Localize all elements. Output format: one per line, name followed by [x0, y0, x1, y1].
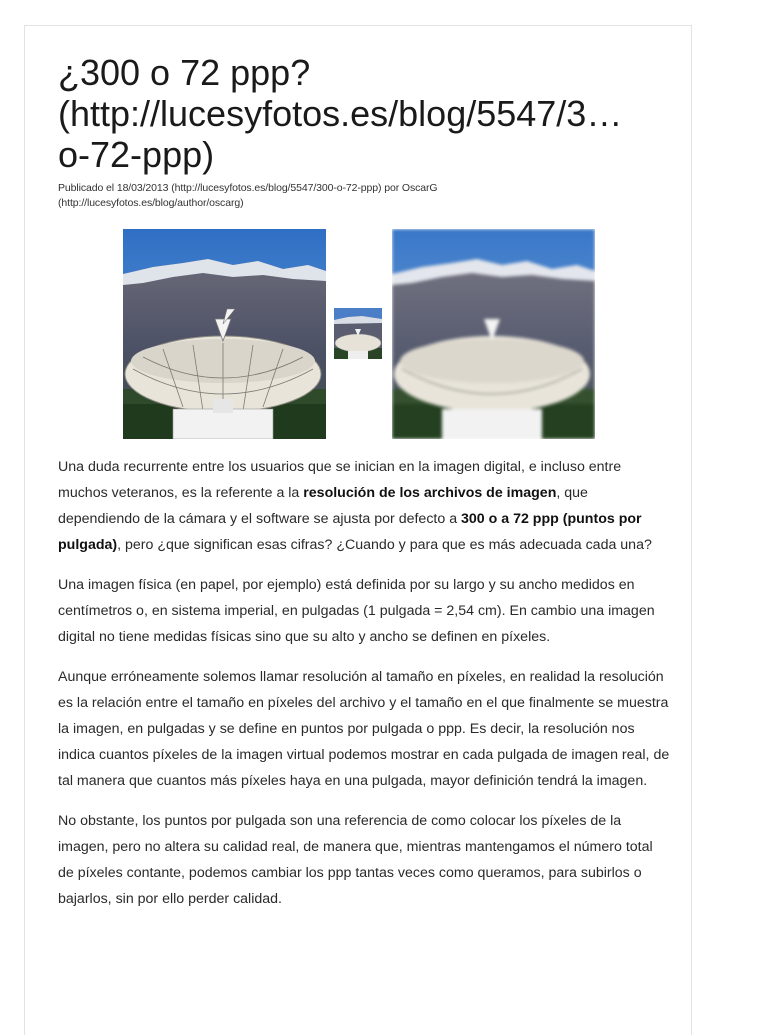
- paragraph-3: Aunque erróneamente solemos llamar resolución al tamaño en píxeles, en realidad la resolución es la relación entre el tamaño en píxeles del archivo y el tamaño en el que finalmente se muestra la imagen, en pulgadas y se define en puntos por pulgada o ppp. Es decir, la resolución nos indica cuantos píxeles de la imagen virtual podemos mostrar en cada pulgada de imagen real, de tal manera que cuantos más píxeles haya en una pulgada, mayor definición tendrá la imagen.: [58, 669, 670, 789]
- radio-telescope-sharp-image: [123, 229, 326, 439]
- paragraph-1: [58, 454, 670, 558]
- paragraph-1-text-c: , que dependiendo de la cámara y el software se ajusta por defecto a: [58, 485, 588, 527]
- article-body: [58, 454, 670, 926]
- paragraph-1-text-e: , pero ¿que significan esas cifras? ¿Cuando y para que es más adecuada cada una?: [117, 537, 652, 553]
- title-line-2[interactable]: (http://lucesyfotos.es/blog/5547/3…: [58, 93, 623, 134]
- radio-telescope-thumbnail-image: [334, 308, 382, 359]
- post-meta-date-line[interactable]: Publicado el 18/03/2013 (http://lucesyfotos.es/blog/5547/300-o-72-ppp) por OscarG: [58, 182, 438, 194]
- paragraph-2: Una imagen física (en papel, por ejemplo) está definida por su largo y su ancho medidos en centímetros o, en sistema imperial, en pulgadas (1 pulgada = 2,54 cm). En cambio una imagen digital no tiene medidas físicas sino que su alto y ancho se definen en píxeles.: [58, 577, 655, 645]
- article-page: [24, 25, 692, 1035]
- post-meta-author-line[interactable]: (http://lucesyfotos.es/blog/author/oscarg): [58, 197, 244, 209]
- resolution-comparison-figure: [123, 229, 595, 439]
- paragraph-1-text-a: Una duda recurrente entre los usuarios que se inician en la imagen digital, e incluso entre muchos veteranos, es la referente a la: [58, 459, 622, 501]
- paragraph-1-bold-ppp: 300 o a 72 ppp (puntos por pulgada): [58, 511, 642, 553]
- title-line-3[interactable]: o-72-ppp): [58, 134, 215, 175]
- title-line-1[interactable]: ¿300 o 72 ppp?: [58, 52, 311, 93]
- paragraph-4: No obstante, los puntos por pulgada son una referencia de como colocar los píxeles de la imagen, pero no altera su calidad real, de manera que, mientras mantengamos el número total de píxeles contante, podemos cambiar los ppp tantas veces como queramos, para subirlos o bajarlos, sin por ello perder calidad.: [58, 813, 653, 907]
- radio-telescope-blurred-image: [392, 229, 595, 439]
- post-meta: [58, 181, 668, 211]
- paragraph-1-bold-resolution: resolución de los archivos de imagen: [303, 485, 557, 501]
- article-title[interactable]: [58, 52, 668, 175]
